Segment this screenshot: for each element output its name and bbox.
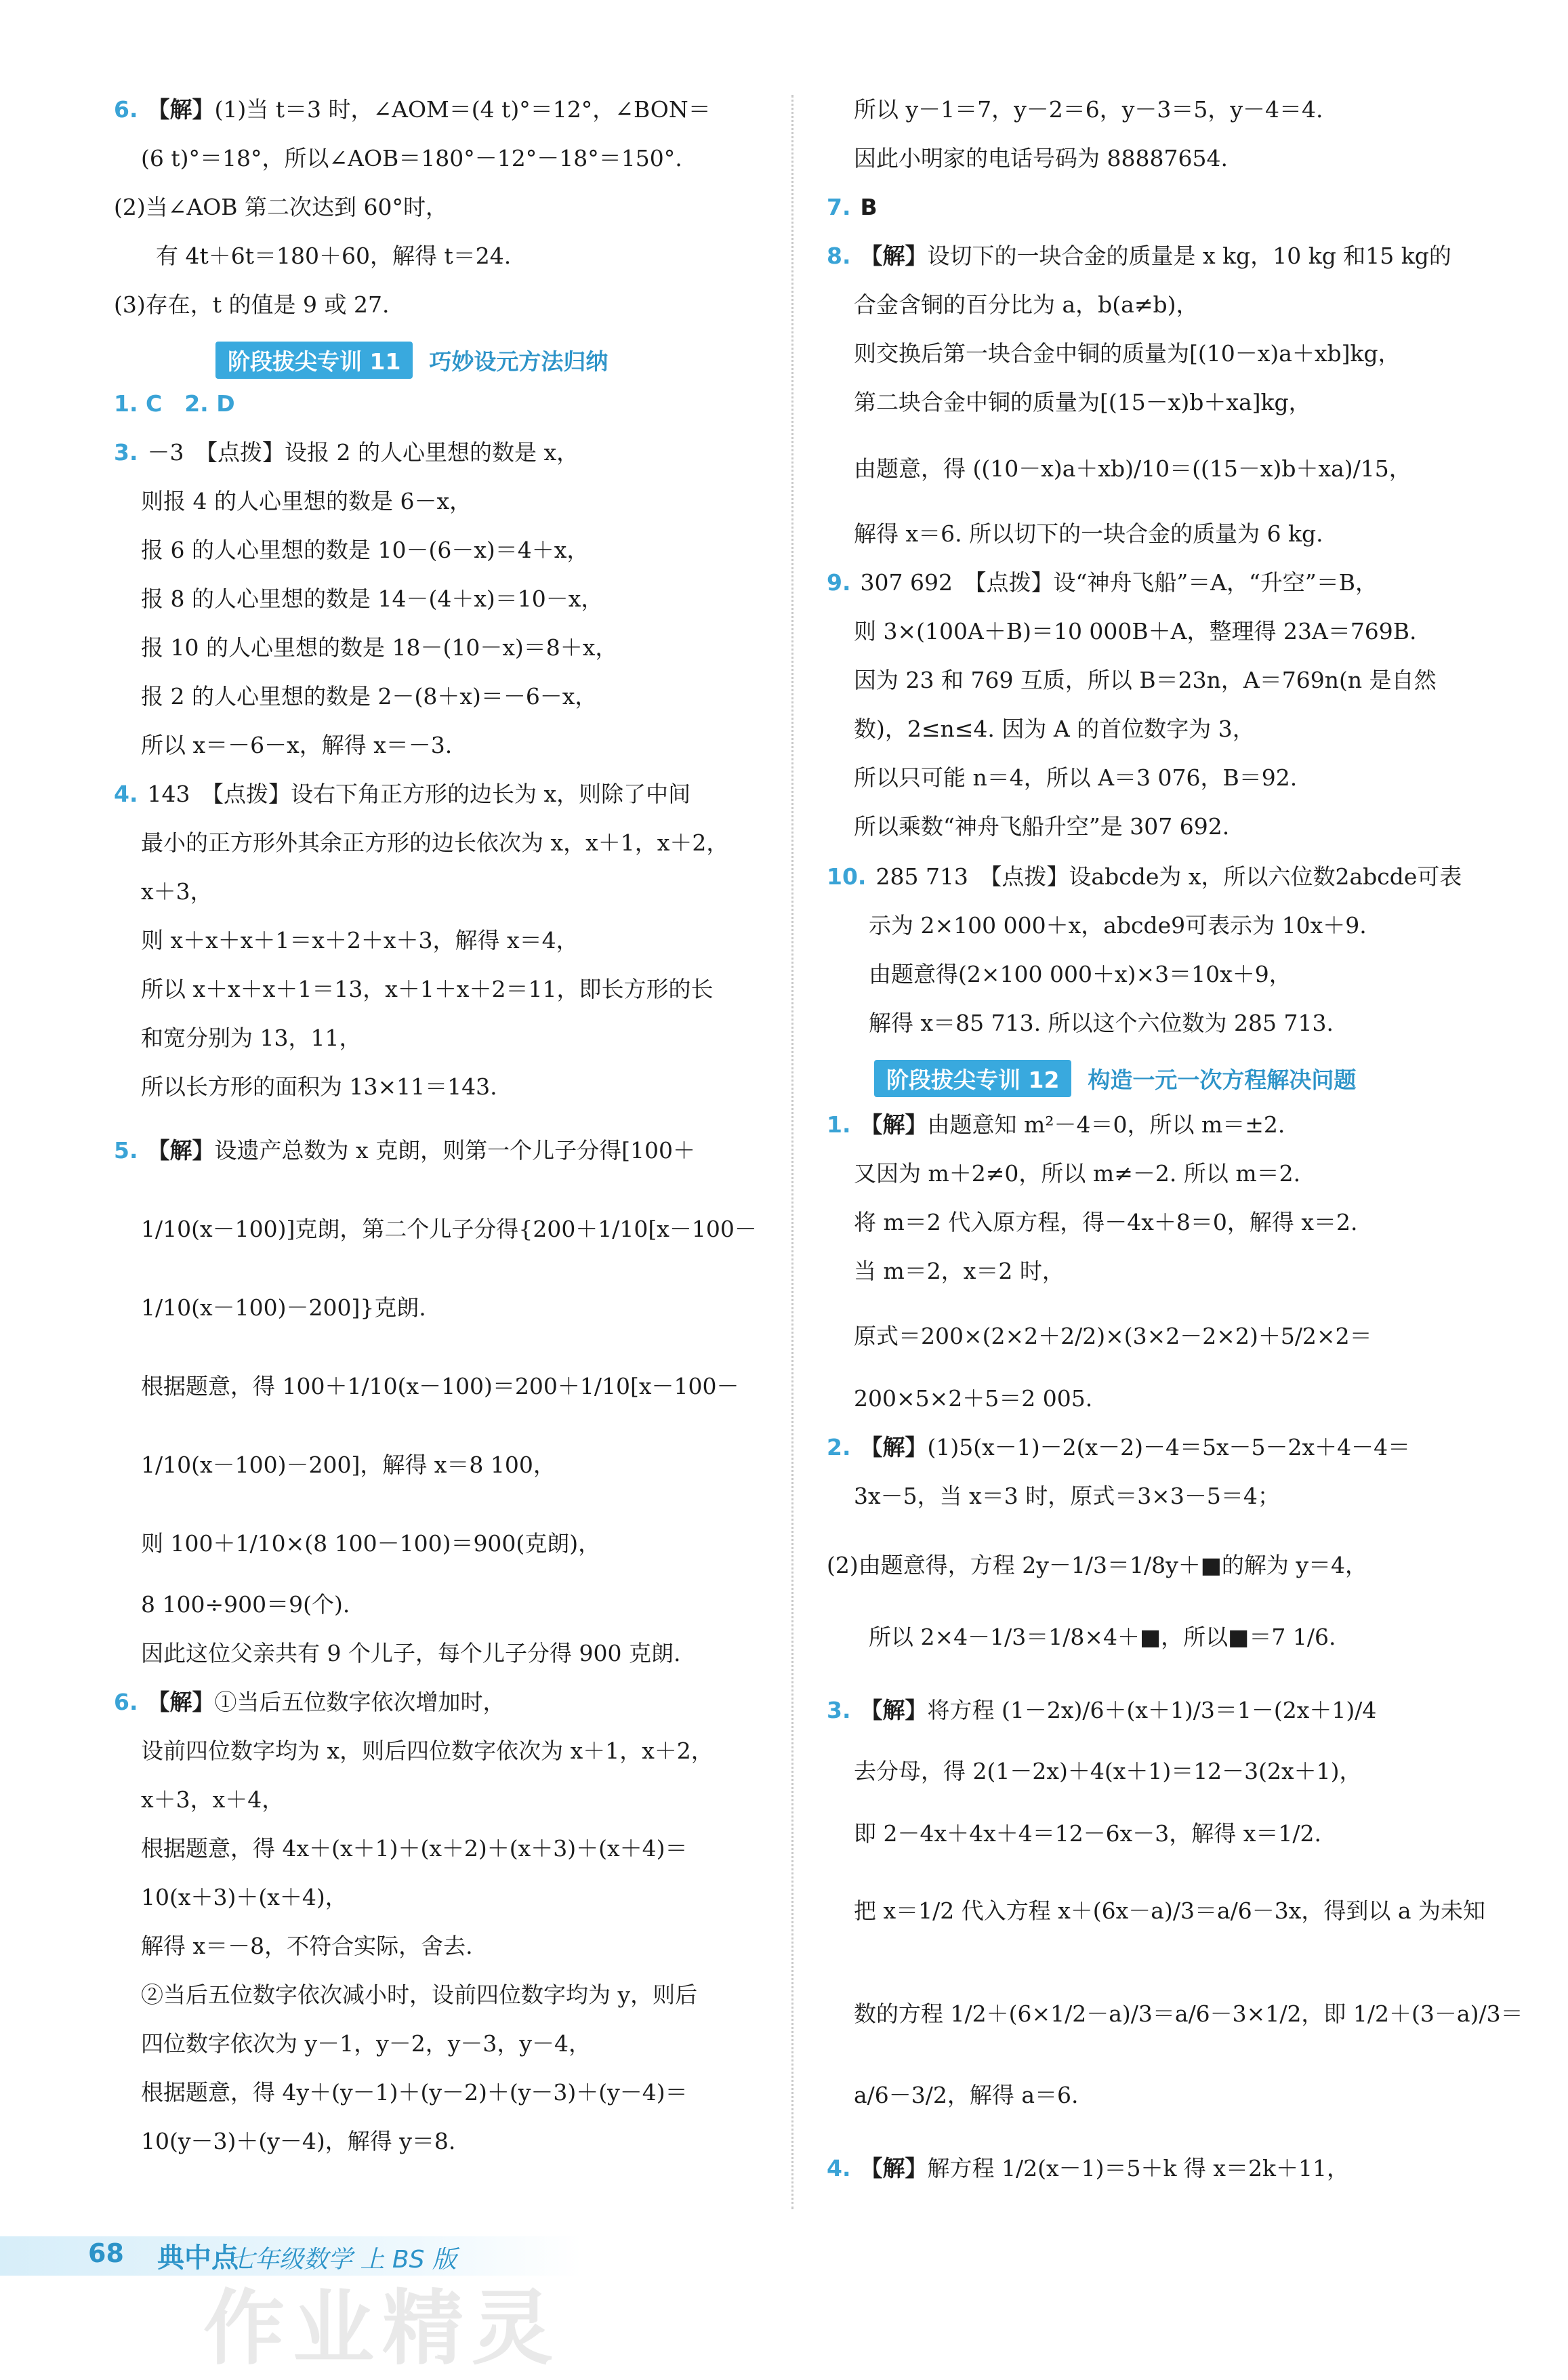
answer-line: 报 10 的人心里想的数是 18－(10－x)＝8＋x， bbox=[141, 634, 618, 661]
section-label: 阶段拔尖专训 12 bbox=[874, 1060, 1071, 1097]
answer-line: 原式＝200×(2×2＋2/2)×(3×2－2×2)＋5/2×2＝ bbox=[854, 1323, 1372, 1349]
answer-line: 报 8 的人心里想的数是 14－(4＋x)＝10－x， bbox=[141, 586, 604, 612]
answer-line: 有 4t＋6t＝180＋60，解得 t＝24. bbox=[156, 243, 512, 269]
answer-line: 5. 【解】设遗产总数为 x 克朗，则第一个儿子分得[100＋ bbox=[114, 1137, 695, 1164]
answer-line: 所以 x＋x＋x＋1＝13，x＋1＋x＋2＝11，即长方形的长 bbox=[141, 976, 714, 1002]
answer-line: 根据题意，得 4x＋(x＋1)＋(x＋2)＋(x＋3)＋(x＋4)＝ bbox=[141, 1835, 688, 1862]
book-title: 七年级数学 上 BS 版 bbox=[230, 2246, 457, 2274]
answer-line: 则交换后第一块合金中铜的质量为[(10－x)a＋xb]kg， bbox=[854, 340, 1401, 367]
answer-line: 第二块合金中铜的质量为[(15－x)b＋xa]kg， bbox=[854, 389, 1311, 415]
answer-line: 1/10(x－100)－200]}克朗. bbox=[141, 1294, 426, 1321]
answer-line: 7. B bbox=[827, 194, 878, 220]
answer-line: 9. 307 692 【点拨】设“神舟飞船”＝A，“升空”＝B， bbox=[827, 569, 1378, 596]
answer-line: 1/10(x－100)]克朗，第二个儿子分得{200＋1/10[x－100－ bbox=[141, 1216, 757, 1242]
answer-line: (2)当∠AOB 第二次达到 60°时， bbox=[114, 194, 449, 220]
answer-line: 由题意得(2×100 000＋x)×3＝10x＋9， bbox=[869, 961, 1292, 987]
section-banner-11 bbox=[215, 342, 608, 379]
answer-line: 10(x＋3)＋(x＋4)， bbox=[141, 1884, 348, 1910]
answer-line: 3x－5，当 x＝3 时，原式＝3×3－5＝4； bbox=[854, 1483, 1280, 1509]
answer-line: 3. －3 【点拨】设报 2 的人心里想的数是 x， bbox=[114, 439, 579, 466]
answer-line: 当 m＝2，x＝2 时， bbox=[854, 1258, 1065, 1284]
answer-line: 报 2 的人心里想的数是 2－(8＋x)＝－6－x， bbox=[141, 683, 598, 710]
section-banner-12 bbox=[874, 1060, 1356, 1097]
answer-line: 则 100＋1/10×(8 100－100)＝900(克朗)， bbox=[141, 1530, 601, 1557]
answer-line: 2. 【解】(1)5(x－1)－2(x－2)－4＝5x－5－2x＋4－4＝ bbox=[827, 1434, 1411, 1460]
section-label: 阶段拔尖专训 11 bbox=[215, 342, 413, 379]
answer-line: (6 t)°＝18°，所以∠AOB＝180°－12°－18°＝150°. bbox=[141, 145, 682, 171]
answer-line: 6. 【解】(1)当 t＝3 时，∠AOM＝(4 t)°＝12°，∠BON＝ bbox=[114, 96, 711, 123]
answer-line: 由题意，得 ((10－x)a＋xb)/10＝((15－x)b＋xa)/15， bbox=[854, 455, 1411, 482]
answer-line: 去分母，得 2(1－2x)＋4(x＋1)＝12－3(2x＋1)， bbox=[854, 1758, 1362, 1784]
answer-line: (3)存在，t 的值是 9 或 27. bbox=[114, 291, 390, 318]
answer-line: 1. 【解】由题意知 m²－4＝0，所以 m＝±2. bbox=[827, 1111, 1285, 1138]
answer-line: 10. 285 713 【点拨】设abcde为 x，所以六位数2abcde可表 bbox=[827, 863, 1462, 890]
answer-line: 则报 4 的人心里想的数是 6－x， bbox=[141, 488, 472, 514]
answer-line: 则 3×(100A＋B)＝10 000B＋A，整理得 23A＝769B. bbox=[854, 618, 1417, 644]
watermark: 作业精灵 bbox=[203, 2282, 561, 2376]
answer-line: 示为 2×100 000＋x，abcde9可表示为 10x＋9. bbox=[869, 912, 1367, 939]
answer-line: (2)由题意得，方程 2y－1/3＝1/8y＋■的解为 y＝4， bbox=[827, 1552, 1368, 1578]
section-title: 巧妙设元方法归纳 bbox=[429, 348, 608, 375]
answer-line: 解得 x＝85 713. 所以这个六位数为 285 713. bbox=[869, 1010, 1334, 1036]
answer-line: 所以只可能 n＝4，所以 A＝3 076，B＝92. bbox=[854, 764, 1298, 791]
answer-line: 所以乘数“神舟飞船升空”是 307 692. bbox=[854, 813, 1230, 840]
answer-line: 最小的正方形外其余正方形的边长依次为 x，x＋1，x＋2， bbox=[141, 829, 729, 856]
answer-line: 四位数字依次为 y－1，y－2，y－3，y－4， bbox=[141, 2030, 592, 2057]
answer-line: 又因为 m＋2≠0，所以 m≠－2. 所以 m＝2. bbox=[854, 1160, 1301, 1187]
answer-line: x＋3，x＋4， bbox=[141, 1786, 285, 1813]
page-number: 68 bbox=[88, 2238, 124, 2268]
answer-line: 3. 【解】将方程 (1－2x)/6＋(x＋1)/3＝1－(2x＋1)/4 bbox=[827, 1697, 1377, 1723]
answer-line: 把 x＝1/2 代入方程 x＋(6x－a)/3＝a/6－3x，得到以 a 为未知 bbox=[854, 1897, 1485, 1924]
answer-line: 因此这位父亲共有 9 个儿子，每个儿子分得 900 克朗. bbox=[141, 1640, 681, 1666]
answer-line: 8 100÷900＝9(个). bbox=[141, 1591, 350, 1618]
answer-line: 则 x＋x＋x＋1＝x＋2＋x＋3，解得 x＝4， bbox=[141, 927, 579, 953]
answer-line: 1/10(x－100)－200]，解得 x＝8 100， bbox=[141, 1452, 556, 1478]
answer-line: 解得 x＝－8，不符合实际，舍去. bbox=[141, 1933, 473, 1959]
answer-line: 根据题意，得 4y＋(y－1)＋(y－2)＋(y－3)＋(y－4)＝ bbox=[141, 2079, 688, 2106]
answer-line: 4. 143 【点拨】设右下角正方形的边长为 x，则除了中间 bbox=[114, 781, 691, 807]
answer-line: a/6－3/2，解得 a＝6. bbox=[854, 2082, 1079, 2108]
answer-line: 4. 【解】解方程 1/2(x－1)＝5＋k 得 x＝2k＋11， bbox=[827, 2155, 1350, 2181]
answer-line: 报 6 的人心里想的数是 10－(6－x)＝4＋x， bbox=[141, 537, 590, 563]
answer-line: 所以 2×4－1/3＝1/8×4＋■，所以■＝7 1/6. bbox=[869, 1624, 1336, 1650]
answer-line: 所以 y－1＝7，y－2＝6，y－3＝5，y－4＝4. bbox=[854, 96, 1323, 123]
column-divider bbox=[791, 95, 793, 2209]
answer-line: 和宽分别为 13，11， bbox=[141, 1025, 362, 1051]
answer-line: 即 2－4x＋4x＋4＝12－6x－3，解得 x＝1/2. bbox=[854, 1820, 1321, 1847]
answer-line: 因此小明家的电话号码为 88887654. bbox=[854, 145, 1228, 171]
answer-line: 6. 【解】①当后五位数字依次增加时， bbox=[114, 1689, 506, 1715]
answer-line: 10(y－3)＋(y－4)，解得 y＝8. bbox=[141, 2128, 456, 2154]
answer-line: 解得 x＝6. 所以切下的一块合金的质量为 6 kg. bbox=[854, 520, 1323, 547]
brand-logo: 典中点 bbox=[157, 2242, 239, 2274]
answer-line: 数)，2≤n≤4. 因为 A 的首位数字为 3， bbox=[854, 716, 1255, 742]
answer-line: 200×5×2＋5＝2 005. bbox=[854, 1385, 1093, 1412]
section-title: 构造一元一次方程解决问题 bbox=[1088, 1067, 1357, 1093]
answer-line: 所以 x＝－6－x，解得 x＝－3. bbox=[141, 732, 453, 758]
answer-line: 因为 23 和 769 互质，所以 B＝23n，A＝769n(n 是自然 bbox=[854, 667, 1437, 693]
answer-line: 将 m＝2 代入原方程，得－4x＋8＝0，解得 x＝2. bbox=[854, 1209, 1358, 1235]
answer-line: 设前四位数字均为 x，则后四位数字依次为 x＋1，x＋2， bbox=[141, 1738, 714, 1764]
answer-line: ②当后五位数字依次减小时，设前四位数字均为 y，则后 bbox=[141, 1982, 698, 2008]
answer-line: 合金含铜的百分比为 a，b(a≠b)， bbox=[854, 291, 1199, 318]
answer-line: 数的方程 1/2＋(6×1/2－a)/3＝a/6－3×1/2，即 1/2＋(3－a)/3＝ bbox=[854, 2001, 1523, 2027]
answer-line: 所以长方形的面积为 13×11＝143. bbox=[141, 1073, 497, 1100]
answer-line: x＋3， bbox=[141, 878, 213, 905]
answer-line: 1. C 2. D bbox=[114, 390, 235, 417]
answer-line: 8. 【解】设切下的一块合金的质量是 x kg，10 kg 和15 kg的 bbox=[827, 243, 1451, 269]
answer-line: 根据题意，得 100＋1/10(x－100)＝200＋1/10[x－100－ bbox=[141, 1373, 739, 1399]
